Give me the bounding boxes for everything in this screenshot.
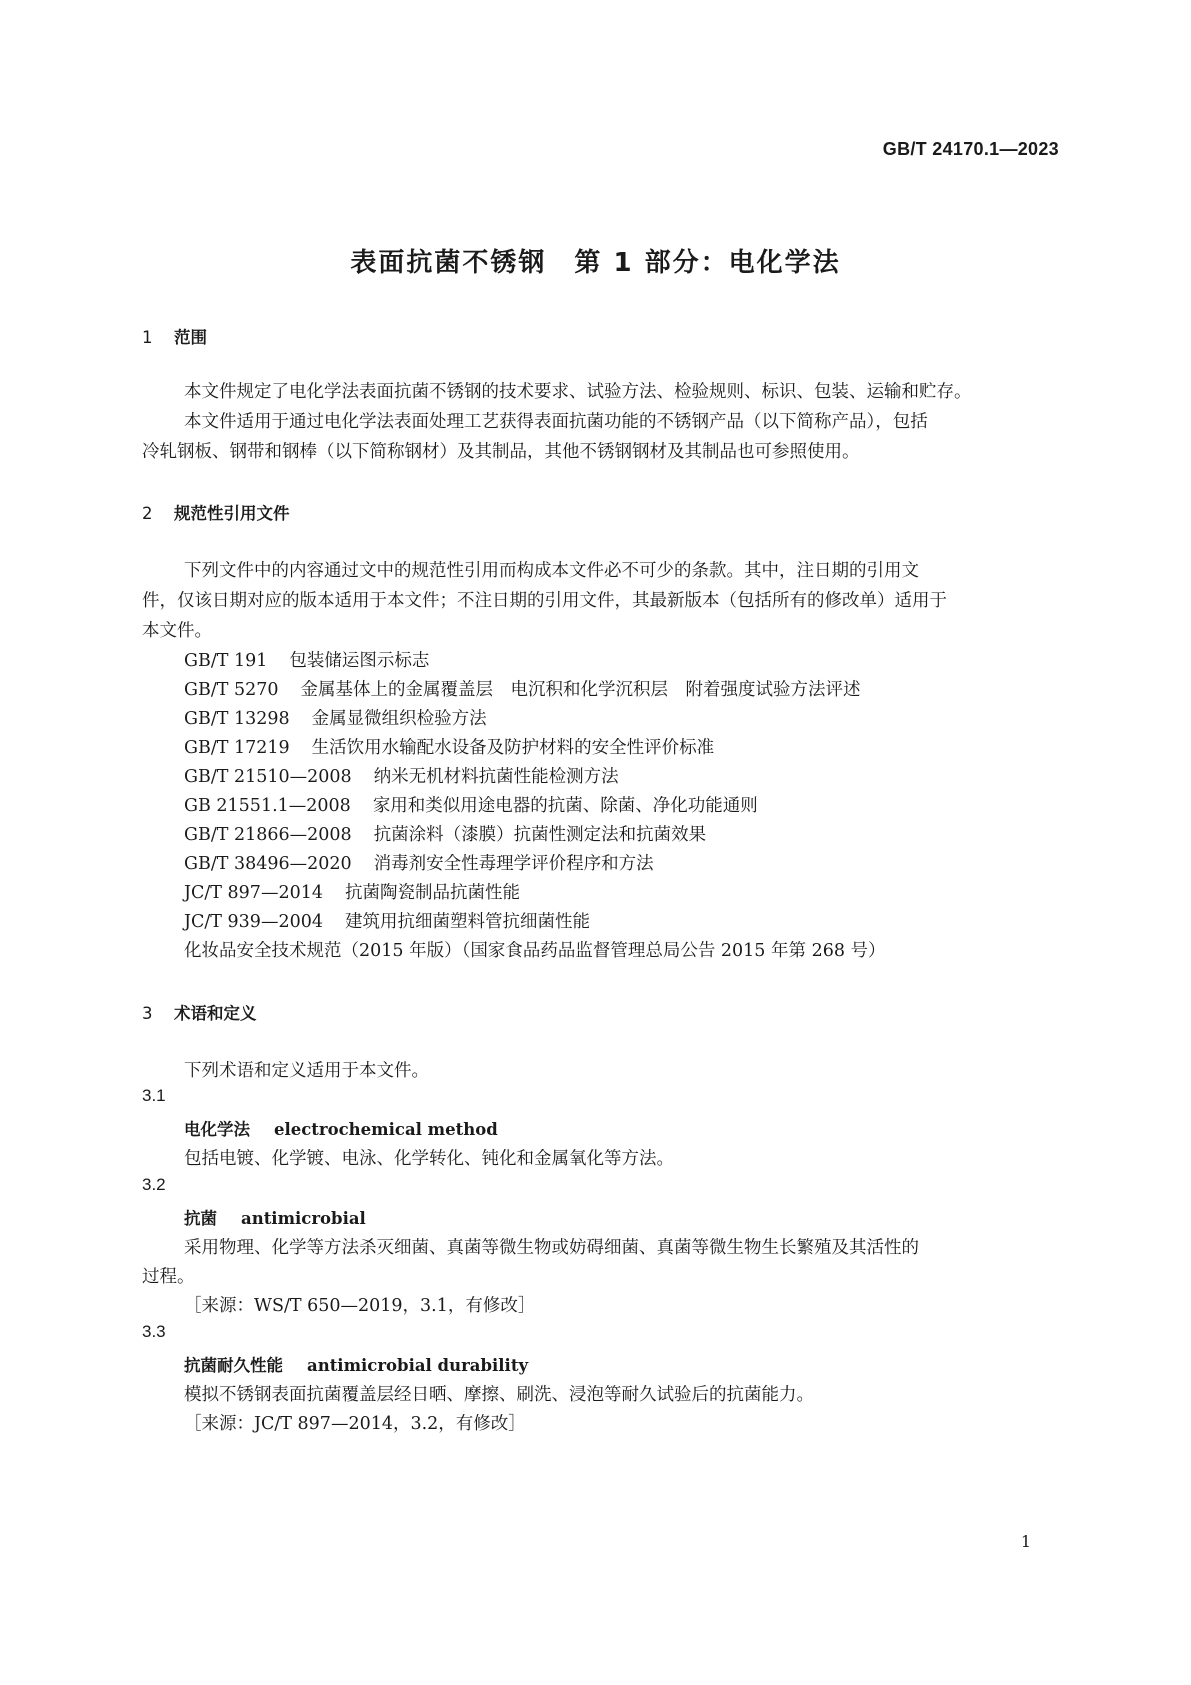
term-number: 3.1 (142, 1086, 166, 1105)
section-number: 1 (142, 328, 153, 347)
reference-code: GB/T 17219 (184, 738, 290, 758)
term-definition-line-1: 采用物理、化学等方法杀灭细菌、真菌等微生物或妨碍细菌、真菌等微生物生长繁殖及其活性的 (184, 1238, 919, 1258)
section-2-heading (142, 500, 290, 524)
reference-title: 家用和类似用途电器的抗菌、除菌、净化功能通则 (372, 796, 758, 816)
reference-item (184, 734, 714, 759)
term-definition: 模拟不锈钢表面抗菌覆盖层经日晒、摩擦、刷洗、浸泡等耐久试验后的抗菌能力。 (184, 1385, 814, 1405)
scope-paragraph-2-line-1: 本文件适用于通过电化学法表面处理工艺获得表面抗菌功能的不锈钢产品（以下简称产品），包括 (184, 412, 928, 432)
reference-code: GB/T 5270 (184, 680, 279, 700)
term-source: ［来源：JC/T 897—2014，3.2，有修改］ (184, 1414, 526, 1434)
section-title: 术语和定义 (174, 1004, 257, 1023)
references-intro-line-1: 下列文件中的内容通过文中的规范性引用而构成本文件必不可少的条款。其中，注日期的引用文 (184, 561, 919, 581)
section-number: 3 (142, 1004, 153, 1023)
reference-item (184, 647, 429, 672)
reference-code: GB/T 21866—2008 (184, 825, 352, 845)
reference-item-cosmetics: 化妆品安全技术规范（2015 年版）（国家食品药品监督管理总局公告 2015 年第 268 号） (184, 941, 886, 961)
reference-item (184, 792, 758, 817)
reference-item (184, 705, 487, 730)
reference-title: 包装储运图示标志 (289, 651, 430, 671)
reference-code: GB/T 21510—2008 (184, 767, 352, 787)
term-zh: 抗菌 (184, 1209, 217, 1228)
term-en: antimicrobial durability (307, 1356, 529, 1375)
term-en: antimicrobial (241, 1209, 366, 1228)
reference-item (184, 676, 861, 701)
term-definition: 包括电镀、化学镀、电泳、化学转化、钝化和金属氧化等方法。 (184, 1149, 674, 1169)
reference-title: 抗菌陶瓷制品抗菌性能 (344, 883, 520, 903)
section-title: 规范性引用文件 (174, 504, 290, 523)
reference-code: JC/T 939—2004 (184, 912, 323, 932)
reference-title: 金属显微组织检验方法 (311, 709, 487, 729)
reference-title: 抗菌涂料（漆膜）抗菌性测定法和抗菌效果 (373, 825, 707, 845)
scope-paragraph-1: 本文件规定了电化学法表面抗菌不锈钢的技术要求、试验方法、检验规则、标识、包装、运输和贮存。 (184, 382, 972, 402)
reference-item (184, 763, 619, 788)
term-heading (184, 1205, 366, 1229)
reference-code: JC/T 897—2014 (184, 883, 323, 903)
references-intro-line-2: 件，仅该日期对应的版本适用于本文件；不注日期的引用文件，其最新版本（包括所有的修改单）适用于 (142, 591, 947, 611)
reference-code: GB/T 191 (184, 651, 268, 671)
reference-item (184, 908, 590, 933)
reference-item (184, 850, 654, 875)
reference-code: GB 21551.1—2008 (184, 796, 351, 816)
references-intro-line-3: 本文件。 (142, 621, 212, 641)
reference-title: 金属基体上的金属覆盖层 电沉积和化学沉积层 附着强度试验方法评述 (300, 680, 861, 700)
term-heading (184, 1352, 528, 1376)
section-3-heading (142, 1000, 257, 1024)
term-number: 3.3 (142, 1322, 166, 1341)
reference-item (184, 879, 520, 904)
term-zh: 电化学法 (184, 1120, 250, 1139)
scope-paragraph-2-line-2: 冷轧钢板、钢带和钢棒（以下简称钢材）及其制品，其他不锈钢钢材及其制品也可参照使用。 (142, 442, 860, 462)
document-title: 表面抗菌不锈钢 第 1 部分：电化学法 (350, 248, 841, 278)
section-1-heading (142, 324, 207, 348)
term-number: 3.2 (142, 1175, 166, 1194)
terms-intro: 下列术语和定义适用于本文件。 (184, 1061, 429, 1081)
term-en: electrochemical method (274, 1120, 498, 1139)
reference-title: 生活饮用水输配水设备及防护材料的安全性评价标准 (311, 738, 715, 758)
reference-item (184, 821, 706, 846)
reference-title: 建筑用抗细菌塑料管抗细菌性能 (344, 912, 590, 932)
reference-code: GB/T 38496—2020 (184, 854, 352, 874)
reference-code: GB/T 13298 (184, 709, 290, 729)
section-title: 范围 (174, 328, 207, 347)
standard-number: GB/T 24170.1—2023 (882, 139, 1059, 159)
reference-title: 消毒剂安全性毒理学评价程序和方法 (373, 854, 654, 874)
reference-title: 纳米无机材料抗菌性能检测方法 (373, 767, 619, 787)
term-source: ［来源：WS/T 650—2019，3.1，有修改］ (184, 1296, 536, 1316)
term-heading (184, 1116, 498, 1140)
term-zh: 抗菌耐久性能 (184, 1356, 283, 1375)
term-definition-line-2: 过程。 (142, 1267, 195, 1287)
page-number: 1 (1020, 1532, 1031, 1551)
section-number: 2 (142, 504, 153, 523)
